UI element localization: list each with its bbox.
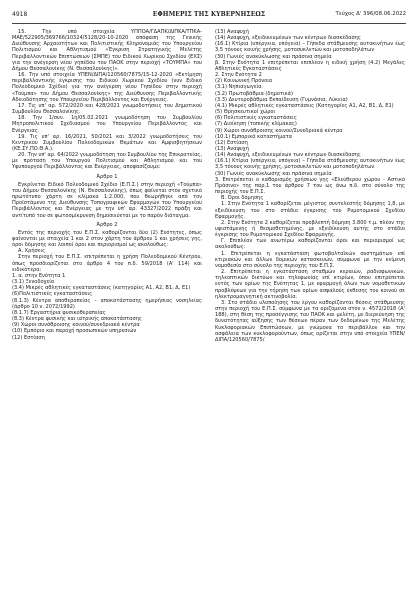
paragraph: (30) Γωνιές ανακύκλωσης και πράσινα σημεία [215,53,332,60]
paragraph: (3.4) Μικρές αθλητικές εγκαταστάσεις (κατηγορίες Α1, Α2, Β1, Δ, Ε1) [12,285,191,292]
paragraph: Β. Όροι δόμησης [221,195,264,202]
right-column [215,29,405,343]
paragraph: 19. Τις υπ' αρ. 16/2021, 50/2021 και 3/2022 γνωμοδοτήσεις του Κεντρικού Συμβουλίου Πολεοδομικών Θεμάτων και Αμφισβητήσεων (ΚΕ.ΣΥ.ΠΟ.Θ.Α.). [12,133,202,152]
paragraph: 18. Την 1/συν. 1η/05.02.2021 γνωμοδότηση του Συμβουλίου Μητροπολιτικού Σχεδιασμού του Υπουργείου Περιβάλλοντος και Ενέργειας. [12,115,202,134]
journal-title: ΕΦΗΜΕΡΙΣ ΤΗΣ ΚΥΒΕΡΝΗΣΕΩΣ [152,11,266,18]
paragraph: Γ. Επιπλέον των ανωτέρω καθορίζονται όροι και περιορισμοί ως ακολούθως: [215,238,405,251]
paragraph: (8.1.7) Εργαστήρια φυσικοθεραπείας [12,309,106,316]
paragraph: (10) Εμπόριο και παροχή προσωπικών υπηρεσιών [12,328,137,335]
paragraph: (3.2) Πρωτοβάθμια (δημοτικά) [215,90,293,97]
paragraph: (13) Αναψυχή [215,29,249,35]
paragraph: (14) Αναψυχή, εξειδικευμένων των κέντρων διασκέδασης [215,152,361,159]
left-column [12,29,202,341]
paragraph: 15. Την υπό στοιχεία ΥΠΠΟΑ/ΓΔΑΠΚ/ΔΙΠΚΑ/ΤΠΚΑ-ΜΑΕ/522905/369766/10324/5128/20-10-2020 απόφαση της Γενικής Διεύθυνσης Αρχαιοτήτων και Πολιτιστικής Κληρονομιάς του Υπουργείου Πολιτισμού και Αθλητισμού «Έγκριση Στρατηγικής Μελέτης Περιβαλλοντικών Επιπτώσεων (ΣΜΠΕ) του Ειδικού Χωρικού Σχεδίου (ΕΧΣ) για την ανέγερση νέου γηπέδου του ΠΑΟΚ στην περιοχή «ΤΟΥΜΠΑ» του Δήμου Θεσσαλονίκης (Ν. Θεσσαλονίκης)». [12,29,202,72]
paragraph: 17. Τις υπ' αρ. 572/2020 και 428/2021 γνωμοδοτήσεις του Δημοτικού Συμβουλίου Θεσσαλονίκης. [12,102,202,116]
paragraph: (30) Γωνιές ανακύκλωσης και πράσινα σημεία [215,170,332,177]
paragraph: (6) Πολιτιστικές εγκαταστάσεις [215,115,297,122]
paragraph: (7) Διοίκηση (τοπικής κλίμακας) [215,121,297,128]
paragraph: (3.1) Νηπιαγωγεία [215,84,262,91]
paragraph: (16.1) Κτίρια (υπέργεια, υπόγεια) – Γήπεδα στάθμευσης αυτοκινήτων έως 3,5 τόνους κοινής χρήσης, μοτοσυκλετών και μοτοποδηλάτων [215,158,405,171]
paragraph: 1. Επιτρέπεται η εγκατάσταση φωτοβολταϊκών συστημάτων επί κτιριακών και άλλων δομικών κατασκευών, σύμφωνα με την κείμενη νομοθεσία στο σύνολο της περιοχής του Ε.Π.Σ. [215,250,405,269]
paragraph: (9) Χώροι συνάθροισης κοινού/Συνεδριακά κέντρα [215,127,343,134]
article-heading: Άρθρο 2 [96,221,118,228]
page-number: 4918 [12,11,28,18]
paragraph: (6)Πολιτιστικές εγκαταστάσεις [12,291,93,298]
paragraph: 16. Την υπό στοιχεία ΥΠΕΝ/ΔΙΠΑ/120560/7875/15-12-2020 «Εκτίμηση περιβαλλοντικής έγκρισης του Ειδικού Χωρικού Σχεδίου (νυν Ειδικό Πολεοδομικό Σχέδιο) για την ανέγερση νέου Γηπέδου στην περιοχή «Τούμπα» του Δήμου Θεσσαλονίκης» της Διεύθυνσης Περιβαλλοντικής Αδειοδότησης του Υπουργείου Περιβάλλοντος και Ενέργειας. [12,72,202,103]
paragraph: (16.1) Κτίρια (υπέργεια, υπόγεια) – Γήπεδα στάθμευσης αυτοκινήτων έως 3,5 τόνους κοινής χρήσης, μοτοσυκλετών και μοτοποδηλάτων [215,41,405,54]
paragraph: (2) Κοινωνική Πρόνοια [215,78,273,85]
paragraph: (13) Αναψυχή [215,145,249,152]
paragraph: (12) Εστίαση [12,334,45,341]
paragraph: Α. Χρήσεις [18,248,46,255]
paragraph: (3.3) Δευτεροβάθμια Εκπαίδευση (Γυμνάσια, Λύκεια) [215,96,348,103]
page-header [12,11,406,24]
issue-number: Τεύχος Δ' 396/08.06.2022 [335,11,406,17]
paragraph: (3.1) Ξενοδοχεία [12,279,55,286]
paragraph: (8.1.3) Κέντρα αποθεραπείας – αποκατάστασης ημερήσιας νοσηλείας (άρθρο 10 ν. 2072/1992) [12,297,202,310]
paragraph: 2. Επιτρέπεται η εγκατάσταση σταθμών κεραιών, ραδιοφωνικών, τηλεοπτικών δικτύων και τηλεφωνίας επί κτιρίων, όπου επιτρέπεται εντός των ορίων της Ενότητας 1, με εφαρμογή όλων των νομοθετικών προβλέψεων για την τήρηση των ορίων ασφαλούς έκθεσης του κοινού σε ηλεκτρομαγνητική ακτινοβολία. [215,269,405,300]
article-heading: Άρθρο 1 [96,173,118,180]
paragraph: (4.1) Μικρές αθλητικές εγκαταστάσεις (Κατηγορίες Α1, Α2, Β1, Δ, Ε1) [215,102,394,109]
paragraph: Εγκρίνεται Ειδικό Πολεοδομικό Σχέδιο (Ε.Π.Σ.) στην περιοχή «Τούμπα» του Δήμου Θεσσαλονίκης (Ν. Θεσσαλονίκης), όπως φαίνεται στον σχετικό πρωτότυπο χάρτη σε κλίμακα 1:2.000, που θεωρήθηκε από τον Προϊστάμενο της Διεύθυνσης Τοπογραφικών Εφαρμογών του Υπουργείου Περιβάλλοντος και Ενέργειας με την υπ' αρ. 43327/2022 πράξη και αντίτυπό του σε φωτοσμίκρυνση δημοσιεύεται με το παρόν διάταγμα. [12,181,202,219]
paragraph: 20. Την υπ' αρ. 64/2022 γνωμοδότηση του Συμβουλίου της Επικρατείας, με πρόταση του Υπουργού Πολιτισμού και Αθλητισμού και του Υφυπουργού Περιβάλλοντος και Ενέργειας, αποφασίζουμε: [12,152,202,171]
paragraph: 2. Στην Ενότητα 2 καθορίζεται προβλεπτή δόμηση 3.800 τ.μ. πλέον της υφιστάμενης ή θεσμοθετημένης, με εξειδίκευση αυτής στο στάδιο έγκρισης του Ρυμοτομικού Σχεδίου Εφαρμογής. [215,219,405,239]
paragraph: 3. Στο στάδιο υλοποίησης του έργου καθορίζονται θέσεις στάθμευσης στην περιοχή του Ε.Π.Σ. σύμφωνα με τα οριζόμενα στον ν. 4572/2018 (Α' 188), στη θέση της προσέγγισης του ΠΑΟΚ και μελέτη, με διερεύνηση της δυνατότητας αύξησης των θέσεων πέραν των δεδομένων της Μελέτης Κυκλοφοριακών Επιπτώσεων, με γνώμονα το περιβάλλον και την ασφάλεια των κυκλοφορούντων, όπως ορίζεται στην υπό στοιχεία ΥΠΕΝ/ΔΙΠΑ/120560/7875/ [215,299,405,343]
paragraph: (5) Θρησκευτικοί χώροι [215,109,276,116]
paragraph: β. Στην Ενότητα 1 επιτρέπεται επιπλέον η ειδική χρήση (4.2) Μεγάλες Αθλητικές Εγκαταστάσεις [215,59,405,72]
paragraph: (14) Αναψυχή, εξειδικευμένων των κέντρων διασκέδασης [215,35,361,42]
paragraph: 1. α. στην Ενότητα 1 [12,272,66,279]
paragraph: (12) Εστίαση [215,139,248,146]
paragraph: 2. Στην Ενότητα 2 [215,72,262,79]
paragraph: Εντός της περιοχής του Ε.Π.Σ. καθορίζονται δύο (2) Ενότητες, όπως φαίνονται με στοιχεία 1 και 2 στον χάρτη του άρθρου 1 και χρήσεις γης, όροι δόμησης και λοιποί όροι και περιορισμοί ως ακολούθως: [12,229,202,249]
paragraph: (9) Χώροι συνάθροισης κοινού/συνεδριακά κέντρα [12,322,140,329]
paragraph: Στην περιοχή του Ε.Π.Σ. επιτρέπεται η χρήση Πολεοδομικού Κέντρου, όπως προσδιορίζεται στο άρθρο 4 του π.δ. 59/2018 (Α' 114) και ειδικότερα: [12,254,202,273]
paragraph: 1. Στην Ενότητα 1 καθορίζεται μέγιστος συντελεστής δόμησης 1,8, με εξειδίκευση του στο στάδιο έγκρισης του Ρυμοτομικού Σχεδίου Εφαρμογής. [215,201,405,220]
paragraph: (8.3) Κέντρα φυσικής και ιατρικής αποκατάστασης [12,316,142,323]
paragraph: 3. Επιτρέπεται ο καθορισμός χρήσεων γης «Ελεύθερου χώρου - Αστικό Πράσινο» της παρ.1 του άρθρου 7 του ως άνω π.δ. στο σύνολο της περιοχής του Ε.Π.Σ. [215,176,405,196]
paragraph: (10.1) Εμπορικά καταστήματα [215,133,293,140]
